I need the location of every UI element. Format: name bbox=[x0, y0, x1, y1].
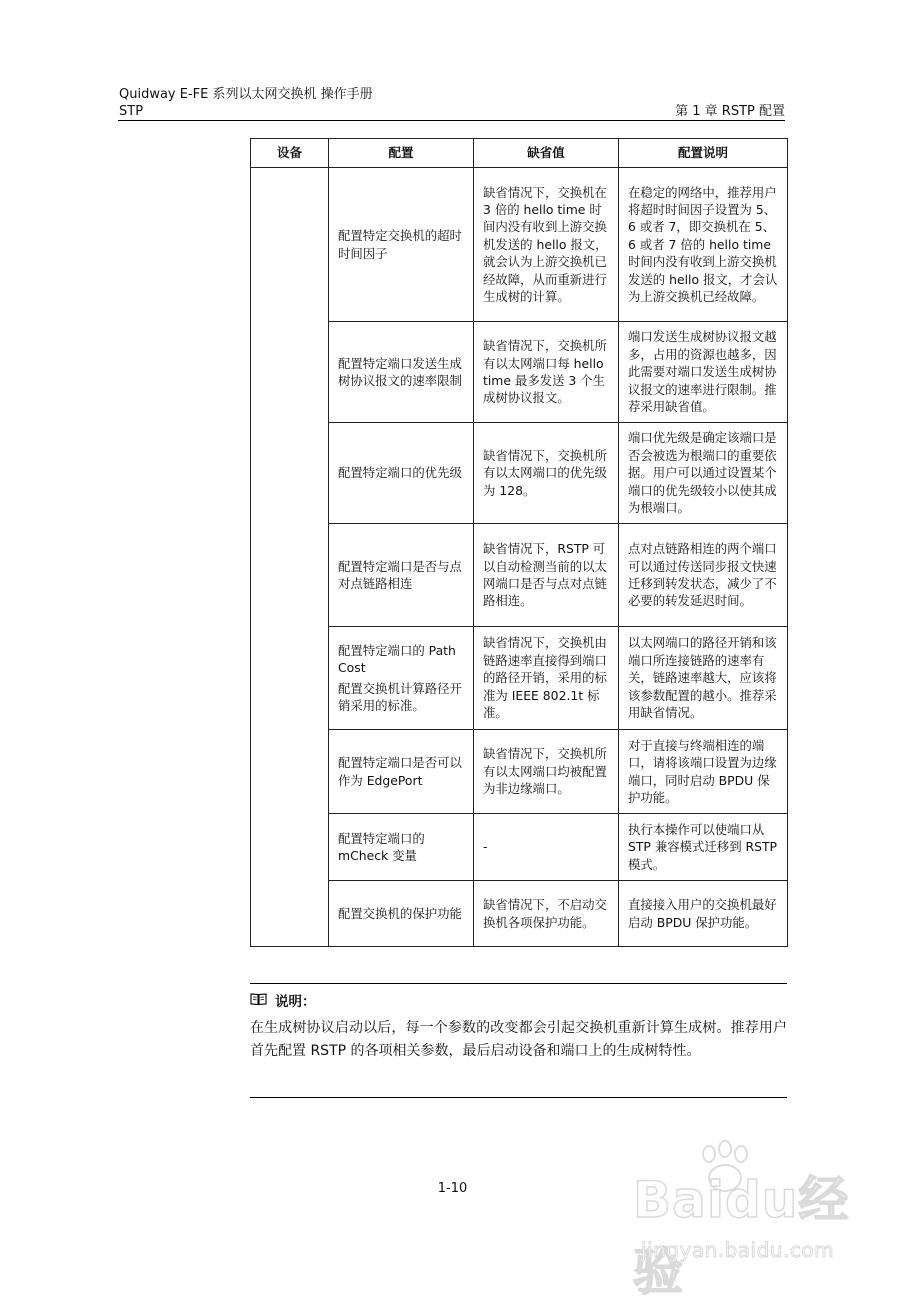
config-table bbox=[250, 138, 788, 947]
table-row bbox=[251, 524, 788, 627]
column-header-description: 配置说明 bbox=[619, 139, 788, 168]
column-header-default: 缺省值 bbox=[474, 139, 619, 168]
default-cell: 缺省情况下，交换机所有以太网端口的优先级为 128。 bbox=[474, 423, 619, 524]
config-cell: 配置特定交换机的超时时间因子 bbox=[329, 168, 474, 322]
config-cell: 配置特定端口是否与点对点链路相连 bbox=[329, 524, 474, 627]
watermark-url: jingyan.baidu.com bbox=[641, 1238, 834, 1262]
config-cell-line: 配置特定端口的 Path Cost bbox=[338, 642, 465, 677]
config-cell: 配置特定端口的优先级 bbox=[329, 423, 474, 524]
config-cell bbox=[329, 627, 474, 730]
description-cell: 端口发送生成树协议报文越多，占用的资源也越多，因此需要对端口发送生成树协议报文的速率进行限制。推荐采用缺省值。 bbox=[619, 322, 788, 423]
note-text: 在生成树协议启动以后，每一个参数的改变都会引起交换机重新计算生成树。推荐用户首先配置 RSTP 的各项相关参数，最后启动设备和端口上的生成树特性。 bbox=[250, 1017, 787, 1063]
default-cell: 缺省情况下，不启动交换机各项保护功能。 bbox=[474, 881, 619, 947]
column-header-config: 配置 bbox=[329, 139, 474, 168]
default-cell: 缺省情况下，交换机所有以太网端口均被配置为非边缘端口。 bbox=[474, 730, 619, 814]
description-cell: 端口优先级是确定该端口是否会被选为根端口的重要依据。用户可以通过设置某个端口的优先级较小以使其成为根端口。 bbox=[619, 423, 788, 524]
table-header-row bbox=[251, 139, 788, 168]
table-row bbox=[251, 168, 788, 322]
header-section: STP bbox=[119, 104, 143, 120]
config-cell: 配置特定端口是否可以作为 EdgePort bbox=[329, 730, 474, 814]
config-cell: 配置特定端口的 mCheck 变量 bbox=[329, 814, 474, 881]
description-cell: 直接接入用户的交换机最好启动 BPDU 保护功能。 bbox=[619, 881, 788, 947]
default-cell: 缺省情况下，交换机所有以太网端口每 hello time 最多发送 3 个生成树协议报文。 bbox=[474, 322, 619, 423]
note-heading bbox=[250, 992, 316, 1011]
book-icon bbox=[250, 992, 267, 1011]
column-header-device: 设备 bbox=[251, 139, 329, 168]
note-title: 说明： bbox=[275, 993, 316, 1011]
header-chapter: 第 1 章 RSTP 配置 bbox=[675, 104, 785, 120]
description-cell: 对于直接与终端相连的端口，请将该端口设置为边缘端口，同时启动 BPDU 保护功能。 bbox=[619, 730, 788, 814]
config-cell: 配置交换机的保护功能 bbox=[329, 881, 474, 947]
device-cell bbox=[251, 168, 329, 947]
default-cell: 缺省情况下，交换机在 3 倍的 hello time 时间内没有收到上游交换机发送的 hello 报文，就会认为上游交换机已经故障，从而重新进行生成树的计算。 bbox=[474, 168, 619, 322]
description-cell: 点对点链路相连的两个端口可以通过传送同步报文快速迁移到转发状态，减少了不必要的转发延迟时间。 bbox=[619, 524, 788, 627]
table-row bbox=[251, 814, 788, 881]
config-cell: 配置特定端口发送生成树协议报文的速率限制 bbox=[329, 322, 474, 423]
description-cell: 执行本操作可以使端口从 STP 兼容模式迁移到 RSTP 模式。 bbox=[619, 814, 788, 881]
table-row bbox=[251, 322, 788, 423]
watermark bbox=[633, 1140, 883, 1275]
description-cell: 以太网端口的路径开销和该端口所连接链路的速率有关，链路速率越大，应该将该参数配置的越小。推荐采用缺省情况。 bbox=[619, 627, 788, 730]
default-cell: 缺省情况下，交换机由链路速率直接得到端口的路径开销，采用的标准为 IEEE 802.1t 标准。 bbox=[474, 627, 619, 730]
default-cell: - bbox=[474, 814, 619, 881]
table-row bbox=[251, 881, 788, 947]
page-number: 1-10 bbox=[0, 1181, 905, 1196]
watermark-logo: Baidu经验 bbox=[633, 1160, 883, 1304]
description-cell: 在稳定的网络中，推荐用户将超时时间因子设置为 5、6 或者 7，即交换机在 5、6 或者 7 倍的 hello time 时间内没有收到上游交换机发送的 hello 报文，才会认为上游交换机已经故障。 bbox=[619, 168, 788, 322]
table-row bbox=[251, 423, 788, 524]
table-row bbox=[251, 730, 788, 814]
header-title: Quidway E-FE 系列以太网交换机 操作手册 bbox=[119, 87, 373, 103]
note-top-rule bbox=[250, 983, 787, 984]
note-bottom-rule bbox=[250, 1097, 787, 1098]
default-cell: 缺省情况下，RSTP 可以自动检测当前的以太网端口是否与点对点链路相连。 bbox=[474, 524, 619, 627]
config-cell-extra: 配置交换机计算路径开销采用的标准。 bbox=[338, 680, 465, 715]
table-row bbox=[251, 627, 788, 730]
header-rule bbox=[118, 120, 785, 121]
